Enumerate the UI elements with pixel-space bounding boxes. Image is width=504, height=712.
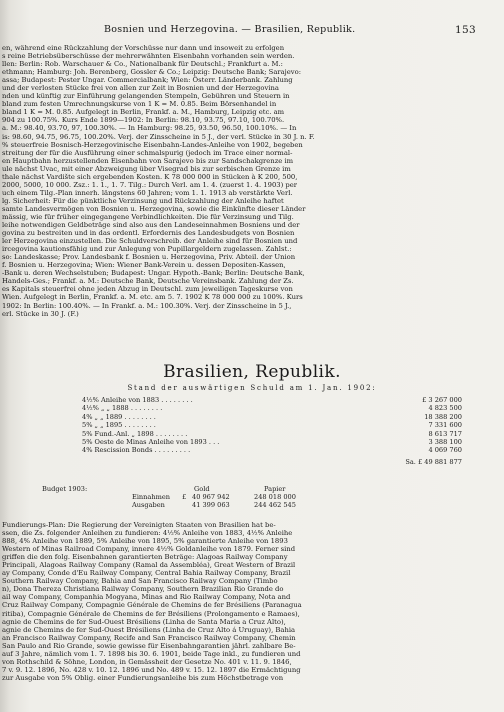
budget-gold-value: 41 399 063 <box>192 501 230 510</box>
text-line: 2000, 5000, 10 000. Zsz.: 1. 1., 1. 7. Tilg.: Durch Verl. am 1. 4. (zuerst 1. 4. 1903) per <box>2 180 298 189</box>
text-line: Western of Minas Railroad Company, innere 4½% Goldanleihe von 1879. Ferner sind <box>2 545 296 554</box>
debt-row <box>82 413 462 421</box>
debt-value: 18 388 200 <box>424 412 462 421</box>
text-line: s reine Betriebsüberschüsse der mehrerwähnten Eisenbahn vorhanden sein werden. <box>2 52 295 61</box>
text-line: es Kapitals steuerfrei ohne jeden Abzug in Deutschl. zum jeweiligen Tageskurse von <box>2 285 293 294</box>
debt-total: Sa. £ 49 881 877 <box>405 457 462 466</box>
text-line: ail way Company, Companhia Mogyana, Minas and Rio Railway Company, Nota and <box>2 593 291 602</box>
text-line: Southern Railway Company, Bahia and San Francisco Railway Company (Timbo <box>2 577 278 586</box>
text-line: ule nächst Uvac, mit einer Abzweigung über Visegrad bis zur serbischen Grenze im <box>2 164 291 173</box>
text-line: San Paulo and Rio Grande, sowie gewisse für Eisenbahngarantien jährl. zahlbare Be- <box>2 641 296 650</box>
budget-label: Budget 1903: <box>42 485 88 493</box>
text-line: ssen, die Zs. folgender Anleihen zu fundieren: 4½% Anleihe von 1883, 4½% Anleihe <box>2 529 293 538</box>
text-line: und der verlosten Stücke frei von allen zur Zeit in Bosnien und der Herzegovina <box>2 84 279 93</box>
debt-value: 3 388 100 <box>428 437 462 446</box>
section-title: Brasilien, Republik. <box>163 362 341 382</box>
text-line: % steuerfreie Bosnisch-Herzegovinische Eisenbahn-Landes-Anleihe von 1902, begeben <box>2 140 303 149</box>
text-line: lg. Sicherheit: Für die pünktliche Verzinsung und Rückzahlung der Anleihe haftet <box>2 196 284 205</box>
text-line: llen: Berlin: Rob. Warschauer & Co., Nationalbank für Deutschl.; Frankfurt a. M.: <box>2 60 283 69</box>
text-line: an Francisco Railway Company, Recife and San Francisco Railway Company, Chemin <box>2 633 296 642</box>
debt-value: 4 069 760 <box>428 446 462 455</box>
text-line: ethmann; Hamburg: Joh. Berenberg, Gossler & Co.; Leipzig: Deutsche Bank; Sarajevo: <box>2 68 302 77</box>
text-line: 1902: In Berlin: 100.40%. — In Frankf. a. M.: 100.30%. Verj. der Zinsscheine in 5 J., <box>2 301 292 310</box>
text-line: samte Landesvermögen von Bosnien u. Herzegovina, sowie die Einkünfte dieser Länder <box>2 204 306 213</box>
text-line: -Bank u. deren Wechselstuben; Budapest: Ungar. Hypoth.-Bank; Berlin: Deutsche Bank, <box>2 269 305 278</box>
budget-header-row <box>42 485 462 493</box>
budget-currency: £ <box>182 493 187 502</box>
page-number: 153 <box>455 24 476 36</box>
text-line: agnie de Chemins de fer Sud-Ouest Brésiliens (Linha de Cruz Alto á Uruguay), Bahia <box>2 625 296 634</box>
debt-label: 5% „ „ 1895 . . . . . . . . <box>82 421 156 430</box>
bosnia-text-block <box>2 44 480 318</box>
text-line: n), Dona Thereza Christiana Railway Company, Southern Brazilian Rio Grande do <box>2 585 284 594</box>
text-line: Cruz Railway Company, Compagnie Générale de Chemins de fer Brésiliens (Paranagua <box>2 601 302 610</box>
debt-label: 4% „ „ 1889 . . . . . . . . <box>82 412 156 421</box>
running-title: Bosnien und Herzegovina. — Brasilien, Republik. <box>104 24 356 35</box>
text-line: zur Ausgabe von 5% Oblig. einer Fundierungsanleihe bis zum Höchstbetrage von <box>2 673 284 682</box>
debt-value: 8 613 717 <box>428 429 462 438</box>
text-line: nden und künftig zur Einführung gelangenden Stempeln, Gebühren und Steuern in <box>2 92 290 101</box>
text-line: ler Herzegovina einzustellen. Die Schuldverschreib. der Anleihe sind für Bosnien und <box>2 237 298 246</box>
text-line: mässig, wie für früher eingegangene Verbindlichkeiten. Die für Verzinsung und Tilg. <box>2 212 294 221</box>
text-line: assa; Budapest: Pester Ungar. Commercialbank; Wien: Österr. Länderbank. Zahlung <box>2 76 293 85</box>
debt-label: 4½% „ „ 1888 . . . . . . . . <box>82 404 163 413</box>
budget-papier-value: 248 018 000 <box>254 493 296 502</box>
text-line: uch einem Tilg.-Plan innerh. längstens 60 Jahren; vom 1. 1. 1913 ab verstärkte Verl. <box>2 188 293 197</box>
text-line: thale nächst Vardište sich ergebenden Kosten. K 78 000 000 in Stücken à K 200, 500, <box>2 172 298 181</box>
text-line: f. Bosnien u. Herzegovina; Wien: Wiener Bank-Verein u. dessen Depositen-Kassen, <box>2 261 286 270</box>
text-line: so: Landeskasse; Prov. Landesbank f. Bosnien u. Herzegovina, Priv. Abteil. der Union <box>2 253 296 262</box>
budget-col-gold: Gold <box>194 485 210 493</box>
text-line: en Hauptbahn herzustellenden Eisenbahn von Sarajevo bis zur Sandschakgrenze im <box>2 156 294 165</box>
text-line: bland zum festen Umrechnungskurse von 1 K = M. 0.85. Beim Börsenhandel in <box>2 100 277 109</box>
debt-row <box>82 404 462 412</box>
text-line: agnie de Chemins de fer Sud-Ouest Brésiliens (Linha de Santa Maria a Cruz Alto), <box>2 617 286 626</box>
debt-label: 5% Oeste de Minas Anleihe von 1893 . . . <box>82 437 220 446</box>
text-line: von Rothschild & Söhne, London, in Gemässheit der Gesetze No. 401 v. 11. 9. 1846, <box>2 657 292 666</box>
budget-table <box>42 485 462 510</box>
debt-row <box>82 421 462 429</box>
debt-value: 4 823 500 <box>428 404 462 413</box>
text-line: griffen die den folg. Eisenbahnen garantierten Beträge: Alagoas Railway Company <box>2 553 288 562</box>
text-line: Wien. Aufgelegt in Berlin, Frankf. a. M. etc. am 5. 7. 1902 K 78 000 000 zu 100%. Kurs <box>2 293 303 302</box>
budget-col-papier: Papier <box>264 485 286 493</box>
budget-row-name: Ausgaben <box>132 501 165 510</box>
budget-row <box>42 501 462 509</box>
debt-total-row <box>82 458 462 466</box>
text-line: govina zu bestreiten und in das ordentl. Erfordernis des Landesbudgets von Bosnien <box>2 229 295 238</box>
budget-gold-value: 40 967 942 <box>192 493 230 502</box>
debt-label: 4% Rescission Bonds . . . . . . . . . <box>82 446 191 455</box>
section-subtitle: Stand der auswärtigen Schuld am 1. Jan. 1902: <box>127 384 377 392</box>
text-line: bland 1 K = M. 0.85. Aufgelegt in Berlin, Frankf. a. M., Hamburg, Leipzig etc. am <box>2 108 285 117</box>
debt-row <box>82 438 462 446</box>
debt-value: 7 331 600 <box>428 421 462 430</box>
text-line: a. M.: 98.40, 93.70, 97, 100.30%. — In Hamburg: 98.25, 93.50, 96.50, 100.10%. — In <box>2 124 297 133</box>
text-line: ay Company, Conde d'Eu Railway Company, Central Bahia Railway Company, Brazil <box>2 569 291 578</box>
text-line: 888, 4% Anleihe von 1889, 5% Anleihe von 1895, 5% garantierte Anleihe von 1893 <box>2 537 288 546</box>
debt-label: 4½% Anleihe von 1883 . . . . . . . . <box>82 396 193 404</box>
debt-row <box>82 446 462 454</box>
text-line: auf 3 Jahre, nämlich vom 1. 7. 1898 bis 30. 6. 1901, beide Tage inkl., zu fundieren und <box>2 649 301 658</box>
budget-row-name: Einnahmen <box>132 493 170 502</box>
text-line: en, während eine Rückzahlung der Vorschüsse nur dann und insoweit zu erfolgen <box>2 44 285 52</box>
text-line: 7 v. 9. 12. 1896, No. 428 v. 10. 12. 1896 und No. 489 v. 15. 12. 1897 die Ermächtigung <box>2 665 301 674</box>
text-line: Handels-Ges.; Frankf. a. M.: Deutsche Bank, Deutsche Vereinsbank. Zahlung der Zs. <box>2 277 294 286</box>
text-line: leihe notwendigen Geldbeträge sind also aus den Landeseinnahmen Bosniens und der <box>2 221 300 230</box>
text-line: Fundierungs-Plan: Die Regierung der Vereinigten Staaten von Brasilien hat be- <box>2 521 276 529</box>
text-line: streitung der für die Ausführung einer schmalspurig (jedoch im Trace einer normal- <box>2 148 293 157</box>
text-line: is: 98.60, 94.75, 96.75, 100.20%. Verj. der Zinsscheine in 5 J., der verl. Stücke in 30 J. n. F. <box>2 132 315 141</box>
text-line: erl. Stücke in 30 J. (F.) <box>2 309 79 318</box>
debt-table <box>82 396 462 466</box>
text-line: 904 zu 100.75%. Kurs Ende 1899—1902: In Berlin: 98.10, 93.75, 97.10, 100.70%. <box>2 116 285 125</box>
text-line: ritiba), Compagnie Générale de Chemins de fer Brésiliens (Prolongamento e Ramaes), <box>2 609 300 618</box>
budget-row <box>42 493 462 501</box>
debt-row <box>82 430 462 438</box>
budget-papier-value: 244 462 545 <box>254 501 296 510</box>
funding-plan-text-block <box>2 521 480 682</box>
page-header <box>0 24 504 40</box>
text-line: ircegovina kautionsfähig und zur Anlegung von Pupillargeldern zugelassen. Zahlst.: <box>2 245 292 254</box>
debt-row <box>82 396 462 404</box>
text-line: Principali, Alagoas Railway Company (Ramal da Assembléa), Great Western of Brazil <box>2 561 296 570</box>
debt-value: £ 3 267 000 <box>422 396 462 404</box>
debt-label: 5% Fund.-Anl. „ 1898 . . . . . . . . <box>82 429 188 438</box>
